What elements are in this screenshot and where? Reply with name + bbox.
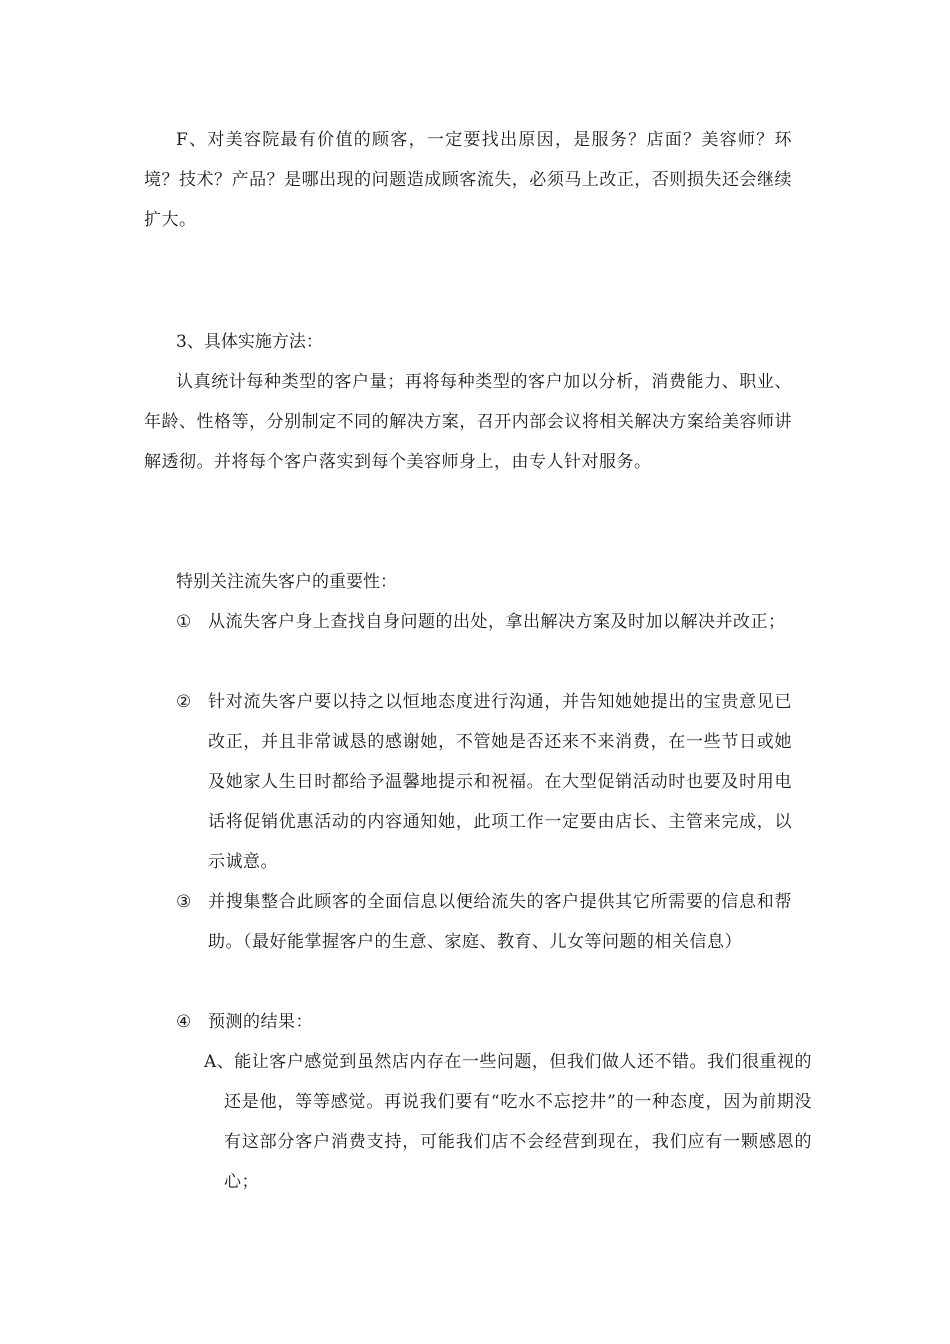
list-marker: ① [176,612,192,632]
list-marker: ④ [176,1012,192,1032]
list-item [176,682,792,882]
list-item-text: 针对流失客户要以持之以恒地态度进行沟通，并告知她她提出的宝贵意见已改正，并且非常诚恳的感谢她，不管她是否还来不来消费，在一些节日或她及她家人生日时都给予温馨地提示和祝福。在大型促销活动时也要及时用电话将促销优惠活动的内容通知她，此项工作一定要由店长、主管来完成，以示诚意。 [208,692,792,872]
list-item-text: 从流失客户身上查找自身问题的出处，拿出解决方案及时加以解决并改正； [208,612,786,632]
list-marker: ② [176,692,192,712]
paragraph-implementation-method: 认真统计每种类型的客户量；再将每种类型的客户加以分析，消费能力、职业、年龄、性格等，分别制定不同的解决方案，召开内部会议将相关解决方案给美容师讲解透彻。并将每个客户落实到每个美容师身上，由专人针对服务。 [144,372,792,472]
list-item [176,1002,792,1042]
list-item [176,882,792,962]
sub-item-text: 能让客户感觉到虽然店内存在一些问题，但我们做人还不错。我们很重视的还是他，等等感觉。再说我们要有“吃水不忘挖井”的一种态度，因为前期没有这部分客户消费支持，可能我们店不会经营到现在，我们应有一颗感恩的心； [224,1052,813,1192]
focus-lost-customers-heading: 特别关注流失客户的重要性： [176,572,397,592]
list-item-text: 预测的结果： [208,1012,313,1032]
list-item [176,602,792,642]
sub-item-a [204,1042,812,1202]
list-marker: ③ [176,892,192,912]
section-3-heading: 3、具体实施方法： [176,332,323,352]
paragraph-f-customer-loss: F、对美容院最有价值的顾客，一定要找出原因，是服务？店面？美容师？环境？技术？产品？是哪出现的问题造成顾客流失，必须马上改正，否则损失还会继续扩大。 [144,130,792,230]
list-item-text: 并搜集整合此顾客的全面信息以便给流失的客户提供其它所需要的信息和帮助。（最好能掌握客户的生意、家庭、教育、儿女等问题的相关信息） [208,892,792,952]
sub-item-marker: A、 [204,1052,235,1072]
